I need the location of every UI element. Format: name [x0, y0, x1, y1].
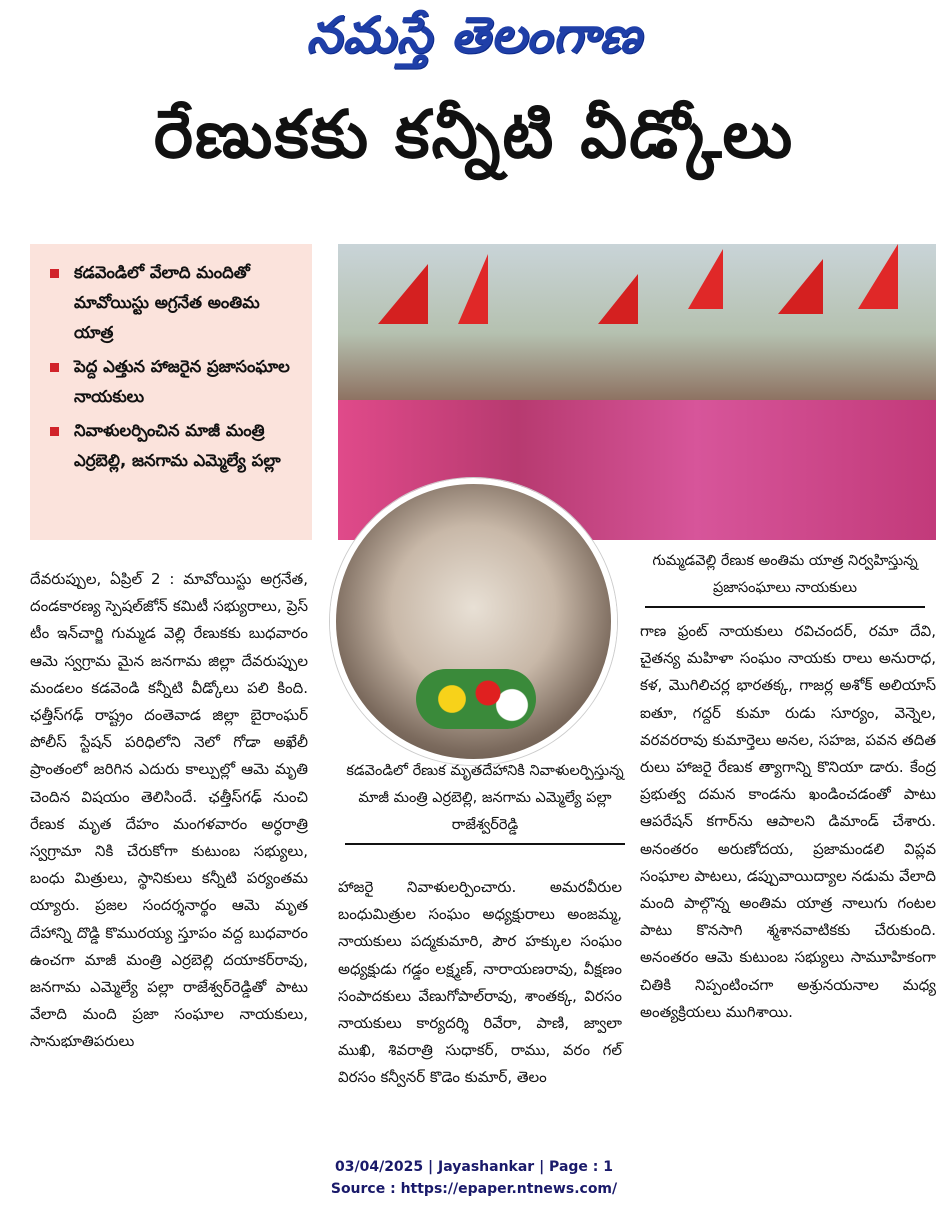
masthead-title: నమస్తే తెలంగాణ — [306, 6, 642, 64]
article-column-3: గాణ ఫ్రంట్ నాయకులు రవిచందర్, రమా దేవి, చైతన్య మహిళా సంఘం నాయకు రాలు అనురాధ, కళ, మొగిలిచర్ల భారతక్క, గాజర్ల అశోక్ అలియాస్ ఐతూ, గద్దర్ కుమా రుడు సూర్యం, వెన్నెల, వరవరరావు కుమార్తెలు అనల, సహజ, పవన తదిత రులు హాజరై రేణుక త్యాగాన్ని కొనియా డారు. కేంద్ర ప్రభుత్వ దమన కాండను ఖండించడంతో పాటు ఆపరేషన్ కగార్‌ను ఆపాలని డిమాండ్ చేశారు. అనంతరం అరుణోదయ, ప్రజామండలి విప్లవ సంఘాల పాటలు, డప్పువాయిద్యాల నడుమ వేలాది మంది పాల్గొన్న అంతిమ యాత్ర నాలుగు గంటల పాటు కొనసాగి శ్మశానవాటికకు చేరుకుంది. అనంతరం ఆమె కుటుంబ సభ్యులు సామూహికంగా చితికి నిప్పంటించగా అశ్రునయనాల మధ్య అంత్యక్రియలు ముగిశాయి. — [640, 622, 936, 1021]
main-photo-caption: గుమ్మడవెల్లి రేణుక అంతిమ యాత్ర నిర్వహిస్తున్న ప్రజాసంఘాలు నాయకులు — [640, 548, 930, 608]
tribute-photo — [330, 478, 617, 765]
round-photo-caption: కడవెండిలో రేణుక మృతదేహానికి నివాళులర్పిస్తున్న మాజీ మంత్రి ఎర్రబెల్లి, జనగామ ఎమ్మెల్యే పల్లా రాజేశ్వర్‌రెడ్డి — [340, 758, 630, 845]
article-column-2: హాజరై నివాళులర్పించారు. అమరవీరుల బంధుమిత్రుల సంఘం అధ్యక్షురాలు అంజమ్మ, నాయకులు పద్మకుమారి, పౌర హక్కుల సంఘం అధ్యక్షుడు గడ్డం లక్ష్మణ్, నారాయణరావు, వీక్షణం సంపాదకులు వేణుగోపాల్‌రావు, శాంతక్క, విరసం నాయకులు కార్యదర్శి రివేరా, పాణి, జ్వాలా ముఖి, శివరాత్రి సుధాకర్, రాము, వరం గల్ విరసం కన్వీనర్ కొడెం కుమార్, తెలం — [338, 878, 622, 1087]
highlight-item: పెద్ద ఎత్తున హాజరైన ప్రజాసంఘాల నాయకులు — [48, 352, 302, 412]
footer-date-line: 03/04/2025 | Jayashankar | Page : 1 — [335, 1159, 613, 1175]
highlight-item: కడవెండిలో వేలాది మందితో మావోయిస్టు అగ్రనేత అంతిమ యాత్ర — [48, 258, 302, 348]
highlight-item: నివాళులర్పించిన మాజీ మంత్రి ఎర్రబెల్లి, జనగామ ఎమ్మెల్యే పల్లా — [48, 416, 302, 476]
highlights-box — [30, 244, 312, 540]
flower-wreath — [416, 669, 536, 729]
footer — [0, 1156, 948, 1200]
square-bullet-icon — [50, 363, 59, 372]
caption-rule — [345, 843, 625, 845]
square-bullet-icon — [50, 427, 59, 436]
caption-rule — [645, 606, 925, 608]
headline: రేణుకకు కన్నీటి వీడ్కోలు — [153, 96, 795, 173]
footer-source-line: Source : https://epaper.ntnews.com/ — [330, 1181, 618, 1197]
article-column-1: దేవరుప్పుల, ఏప్రిల్ 2 : మావోయిస్టు అగ్రనేత, దండకారణ్య స్పెషల్‌జోన్ కమిటీ సభ్యురాలు, ప్రెస్ టీం ఇన్‌చార్జి గుమ్మడ వెల్లి రేణుకకు బుధవారం ఆమె స్వగ్రామ మైన జనగామ జిల్లా దేవరుప్పుల మండలం కడవెండి కన్నీటి వీడ్కోలు పలి కింది. ఛత్తీస్‌గఢ్ రాష్ట్రం దంతెవాడ జిల్లా బైరాంఘర్ పోలీస్ స్టేషన్ పరిధిలోని నెలో గోడా అఖేలీ ప్రాంతంలో జరిగిన ఎదురు కాల్పుల్లో ఆమె మృతి చెందిన విషయం తెలిసిందే. ఛత్తీస్‌గఢ్ నుంచి రేణుక మృత దేహం మంగళవారం అర్ధరాత్రి స్వగ్రామా నికి చేరుకోగా కుటుంబ సభ్యులు, బంధు మిత్రులు, స్థానికులు కన్నీటి పర్యంతమ య్యారు. ప్రజల సందర్శనార్థం ఆమె మృత దేహాన్ని దొడ్డి కొమురయ్య స్తూపం వద్ద బుధవారం ఉంచగా మాజీ మంత్రి ఎర్రబెల్లి దయాకర్‌రావు, జనగామ ఎమ్మెల్యే పల్లా రాజేశ్వర్‌రెడ్డితో పాటు వేలాది మంది ప్రజా సంఘాల నాయకులు, సానుభూతిపరులు — [30, 570, 308, 1051]
masthead — [0, 0, 948, 78]
square-bullet-icon — [50, 269, 59, 278]
